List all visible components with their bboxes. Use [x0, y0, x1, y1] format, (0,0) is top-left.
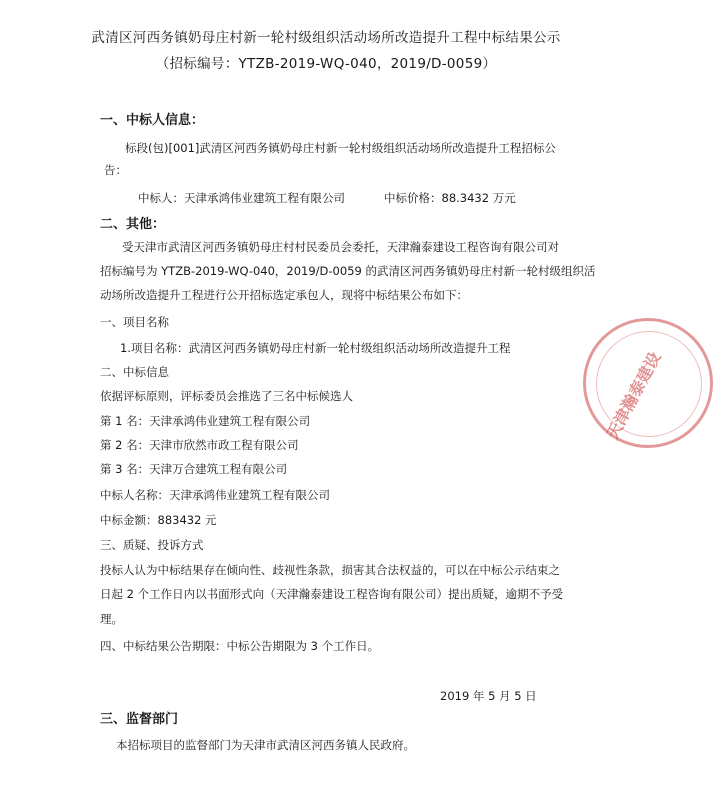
item-project-heading: 一、项目名称	[100, 315, 169, 329]
winning-amount: 中标金额：883432 元	[100, 513, 217, 527]
candidate-rank: 第 2 名：	[100, 438, 150, 452]
candidate-1	[100, 415, 310, 429]
complaint-line: 投标人认为中标结果存在倾向性、歧视性条款，损害其合法权益的，可以在中标公示结束之	[100, 563, 560, 577]
section-other-heading: 二、其他：	[100, 217, 166, 232]
price-label: 中标价格：	[384, 191, 442, 205]
candidate-name: 天津承鸿伟业建筑工程有限公司	[149, 414, 311, 428]
project-name: 1.项目名称：武清区河西务镇奶母庄村新一轮村级组织活动场所改造提升工程	[120, 341, 511, 355]
price-info	[384, 192, 516, 206]
intro-line: 招标编号为 YTZB-2019-WQ-040，2019/D-0059 的武清区河西务镇奶母庄村新一轮村级组织活	[100, 264, 596, 278]
item-winner-heading: 二、中标信息	[100, 365, 169, 379]
candidate-name: 天津市欣然市政工程有限公司	[149, 438, 299, 452]
complaint-line: 理。	[100, 612, 123, 626]
winner-label: 中标人：	[138, 191, 184, 205]
candidate-2	[100, 439, 299, 453]
section-winner-heading: 一、中标人信息：	[100, 113, 205, 128]
announcement-date: 2019 年 5 月 5 日	[440, 689, 537, 703]
supervision-text: 本招标项目的监督部门为天津市武清区河西务镇人民政府。	[116, 738, 415, 752]
winner-info	[138, 192, 345, 206]
evaluation-text: 依据评标原则，评标委员会推选了三名中标候选人	[100, 389, 353, 403]
tender-number: （招标编号：YTZB-2019-WQ-040，2019/D-0059）	[155, 56, 497, 72]
candidate-rank: 第 1 名：	[100, 414, 150, 428]
candidate-3	[100, 463, 287, 477]
price-value: 88.3432 万元	[441, 191, 516, 205]
section-supervision-heading: 三、监督部门	[100, 712, 179, 727]
intro-line: 受天津市武清区河西务镇奶母庄村村民委员会委托，天津瀚泰建设工程咨询有限公司对	[122, 240, 559, 254]
lot-line: 标段(包)[001]武清区河西务镇奶母庄村新一轮村级组织活动场所改造提升工程招标公	[125, 141, 556, 155]
document-title: 武清区河西务镇奶母庄村新一轮村级组织活动场所改造提升工程中标结果公示	[91, 30, 561, 46]
seal-lettering: 天津瀚泰建设	[602, 348, 665, 443]
candidate-name: 天津万合建筑工程有限公司	[149, 462, 288, 476]
item-complaint-heading: 三、质疑、投诉方式	[100, 538, 204, 552]
candidate-rank: 第 3 名：	[100, 462, 150, 476]
winner-name: 天津承鸿伟业建筑工程有限公司	[184, 191, 345, 205]
winner-name-line: 中标人名称：天津承鸿伟业建筑工程有限公司	[100, 488, 330, 502]
complaint-line: 日起 2 个工作日内以书面形式向（天津瀚泰建设工程咨询有限公司）提出质疑，逾期不予受	[100, 587, 564, 601]
intro-line: 动场所改造提升工程进行公开招标选定承包人，现将中标结果公布如下：	[100, 288, 468, 302]
announcement-period: 四、中标结果公告期限：中标公告期限为 3 个工作日。	[100, 639, 380, 653]
lot-line-cont: 告：	[104, 163, 127, 177]
